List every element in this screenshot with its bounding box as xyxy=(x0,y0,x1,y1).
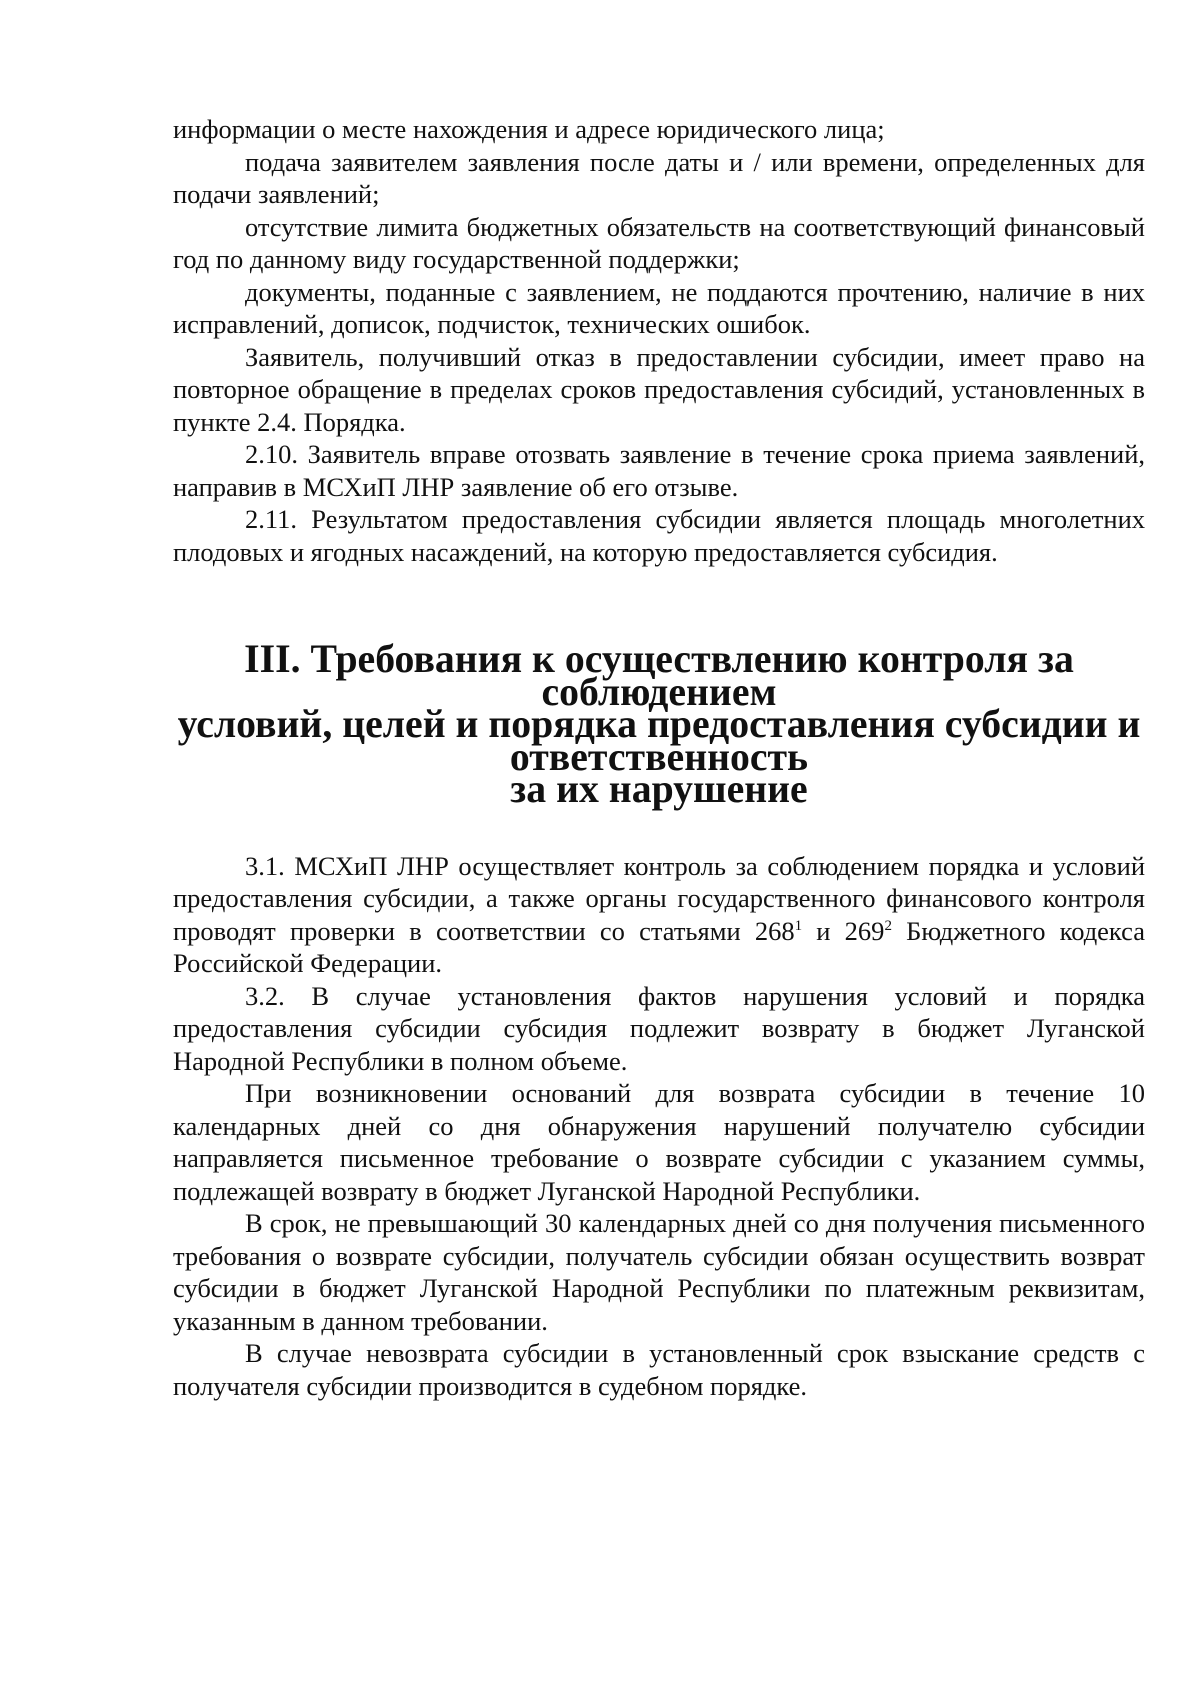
paragraph-3-1 xyxy=(173,850,1145,980)
paragraph-unreadable-documents: документы, поданные с заявлением, не поддаются прочтению, наличие в них исправлений, дописок, подчисток, технических ошибок. xyxy=(173,276,1145,339)
section-title-line-1: III. Требования к осуществлению контроля за соблюдением xyxy=(244,637,1074,714)
paragraph-return-deadline: В срок, не превышающий 30 календарных дней со дня получения письменного требования о возврате субсидии, получатель субсидии обязан осуществить возврат субсидии в бюджет Луганской Народной Республики по платежным реквизитам, указанным в данном требовании. xyxy=(173,1208,1145,1336)
superscript-1: 1 xyxy=(794,917,803,934)
paragraph-3-1-and: и 269 xyxy=(802,915,885,946)
paragraph-no-budget-limit: отсутствие лимита бюджетных обязательств на соответствующий финансовый год по данному виду государственной поддержки; xyxy=(173,211,1145,274)
paragraph-3-2: 3.2. В случае установления фактов нарушения условий и порядка предоставления субсидии субсидия подлежит возврату в бюджет Луганской Народной Республики в полном объеме. xyxy=(173,980,1145,1076)
paragraph-2-11: 2.11. Результатом предоставления субсидии является площадь многолетних плодовых и ягодных насаждений, на которую предоставляется субсидия. xyxy=(173,504,1145,567)
paragraph-2-10: 2.10. Заявитель вправе отозвать заявление в течение срока приема заявлений, направив в МСХиП ЛНР заявление об его отзыве. xyxy=(173,439,1145,502)
paragraph-3-1-text: 3.1. МСХиП ЛНР осуществляет контроль за соблюдением порядка и условий предоставления субсидии, а также органы государственного финансового контроля проводят проверки в соответствии со статьями 268 xyxy=(173,850,1145,946)
paragraph-location-info: информации о месте нахождения и адресе юридического лица; xyxy=(173,114,885,144)
section-title-line-3: за их нарушение xyxy=(510,767,808,811)
superscript-2: 2 xyxy=(884,917,892,934)
document-page xyxy=(173,113,1145,1402)
section-title-line-2: условий, целей и порядка предоставления субсидии и ответственность xyxy=(177,702,1141,779)
paragraph-repeat-application: Заявитель, получивший отказ в предоставлении субсидии, имеет право на повторное обращение в пределах сроков предоставления субсидий, установленных в пункте 2.4. Порядка. xyxy=(173,341,1145,437)
section-title xyxy=(173,637,1145,811)
paragraph-court-recovery: В случае невозврата субсидии в установленный срок взыскание средств с получателя субсидии производится в судебном порядке. xyxy=(173,1338,1145,1401)
paragraph-3-1-end: Бюджетного кодекса Российской Федерации. xyxy=(173,915,1145,978)
paragraph-return-grounds: При возникновении оснований для возврата субсидии в течение 10 календарных дней со дня обнаружения нарушений получателю субсидии направляется письменное требование о возврате субсидии с указанием суммы, подлежащей возврату в бюджет Луганской Народной Республики. xyxy=(173,1078,1145,1206)
paragraph-late-submission: подача заявителем заявления после даты и / или времени, определенных для подачи заявлений; xyxy=(173,146,1145,209)
